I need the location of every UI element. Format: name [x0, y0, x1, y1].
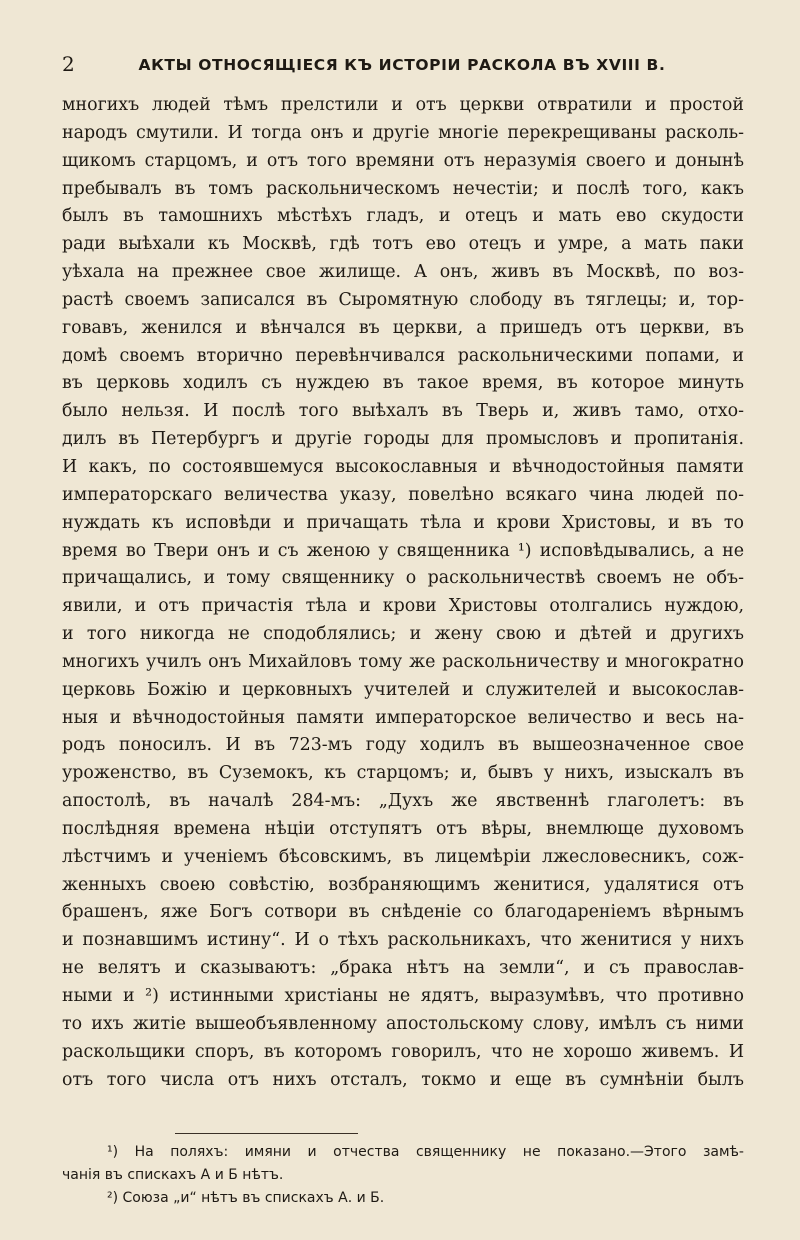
footnote-line: ²) Союза „и“ нѣтъ въ спискахъ А. и Б. — [107, 1190, 385, 1206]
text-line: то ихъ житіе вышеобъявленному апостольскому слову, имѣлъ съ ними — [62, 1013, 744, 1034]
text-line: было нельзя. И послѣ того выѣхалъ въ Тверь и, живъ тамо, отхо- — [62, 401, 744, 422]
text-line: пребывалъ въ томъ раскольническомъ нечестіи; и послѣ того, какъ — [62, 178, 744, 199]
footnotes — [62, 1141, 744, 1210]
text-line: въ церковь ходилъ съ нуждею въ такое время, въ которое минуть — [62, 373, 744, 394]
text-line: явили, и отъ причастія тѣла и крови Христовы отолгались нуждою, — [62, 596, 744, 617]
text-line: причащались, и тому священнику о раскольничествѣ своемъ не объ- — [62, 568, 744, 589]
text-line: былъ въ тамошнихъ мѣстѣхъ гладъ, и отецъ и мать ево скудости — [62, 206, 744, 227]
text-line: многихъ людей тѣмъ прелстили и отъ церкви отвратили и простой — [62, 95, 744, 115]
text-line: императорскаго величества указу, повелѣно всякаго чина людей по- — [62, 484, 744, 505]
text-line: послѣдняя времена нѣціи отступятъ отъ вѣры, внемлюще духовомъ — [62, 818, 744, 839]
text-line: не велятъ и сказываютъ: „брака нѣтъ на земли“, и съ православ- — [62, 958, 744, 979]
text-line: дилъ въ Петербургъ и другіе городы для промысловъ и пропитанія. — [62, 429, 744, 450]
text-line: раскольщики споръ, въ которомъ говорилъ, что не хорошо живемъ. И — [62, 1041, 744, 1062]
text-line: многихъ училъ онъ Михайловъ тому же раскольничеству и многократно — [62, 651, 744, 672]
page-number: 2 — [62, 52, 75, 76]
text-line: и того никогда не сподоблялись; и жену свою и дѣтей и другихъ — [62, 624, 744, 645]
text-line: уроженство, въ Суземокъ, къ старцомъ; и, бывъ у нихъ, изыскалъ въ — [62, 763, 744, 784]
text-line: И какъ, по состоявшемуся высокославныя и вѣчнодостойныя памяти — [62, 456, 744, 477]
footnote-line: ¹) На поляхъ: имяни и отчества священнику не показано.—Этого замѣ- — [107, 1144, 744, 1160]
text-line: нуждать къ исповѣди и причащать тѣла и крови Христовы, и въ то — [62, 512, 744, 533]
text-line: апостолѣ, въ началѣ 284-мъ: „Духъ же явственнѣ глаголетъ: въ — [62, 791, 744, 812]
text-line: отъ того числа отъ нихъ отсталъ, токмо и еще въ сумнѣніи былъ — [62, 1069, 744, 1090]
footnote-line: чанія въ спискахъ А и Б нѣтъ. — [62, 1167, 284, 1183]
text-line: щикомъ старцомъ, и отъ того времяни отъ неразумія своего и донынѣ — [62, 150, 744, 171]
text-line: время во Твери онъ и съ женою у священника ¹) исповѣдывались, а не — [62, 540, 744, 561]
text-line: народъ смутили. И тогда онъ и другіе многіе перекрещиваны расколь- — [62, 122, 744, 143]
text-line: лѣстчимъ и ученіемъ бѣсовскимъ, въ лицемѣріи лжесловесникъ, сож- — [62, 846, 744, 867]
text-line: родъ поносилъ. И въ 723-мъ году ходилъ въ вышеозначенное свое — [62, 735, 744, 756]
text-line: женныхъ своею совѣстію, возбраняющимъ женитися, удалятися отъ — [62, 874, 744, 895]
text-line: ныя и вѣчнодостойныя памяти императорское величество и весь на- — [62, 707, 744, 728]
text-line: церковь Божію и церковныхъ учителей и служителей и высокослав- — [62, 679, 744, 700]
text-line: ради выѣхали къ Москвѣ, гдѣ тотъ ево отецъ и умре, а мать паки — [62, 234, 744, 255]
text-line: домѣ своемъ вторично перевѣнчивался раскольническими попами, и — [62, 345, 744, 366]
text-line: и познавшимъ истину“. И о тѣхъ раскольникахъ, что женитися у нихъ — [62, 930, 744, 951]
text-line: говавъ, женился и вѣнчался въ церкви, а пришедъ отъ церкви, въ — [62, 317, 744, 338]
footnote-divider — [175, 1133, 358, 1134]
running-title: АКТЫ ОТНОСЯЩІЕСЯ КЪ ИСТОРІИ РАСКОЛА ВЪ XVIII В. — [138, 56, 666, 74]
text-line: уѣхала на прежнее свое жилище. А онъ, живъ въ Москвѣ, по воз- — [62, 262, 744, 283]
text-line: брашенъ, яже Богъ сотвори въ снѣденіе со благодареніемъ вѣрнымъ — [62, 902, 744, 923]
page-header — [62, 46, 742, 80]
text-line: растѣ своемъ записался въ Сыромятную слободу въ тяглецы; и, тор- — [62, 289, 744, 310]
text-line: ными и ²) истинными христіаны не ядятъ, выразумѣвъ, что противно — [62, 986, 744, 1006]
main-text — [62, 92, 744, 1094]
